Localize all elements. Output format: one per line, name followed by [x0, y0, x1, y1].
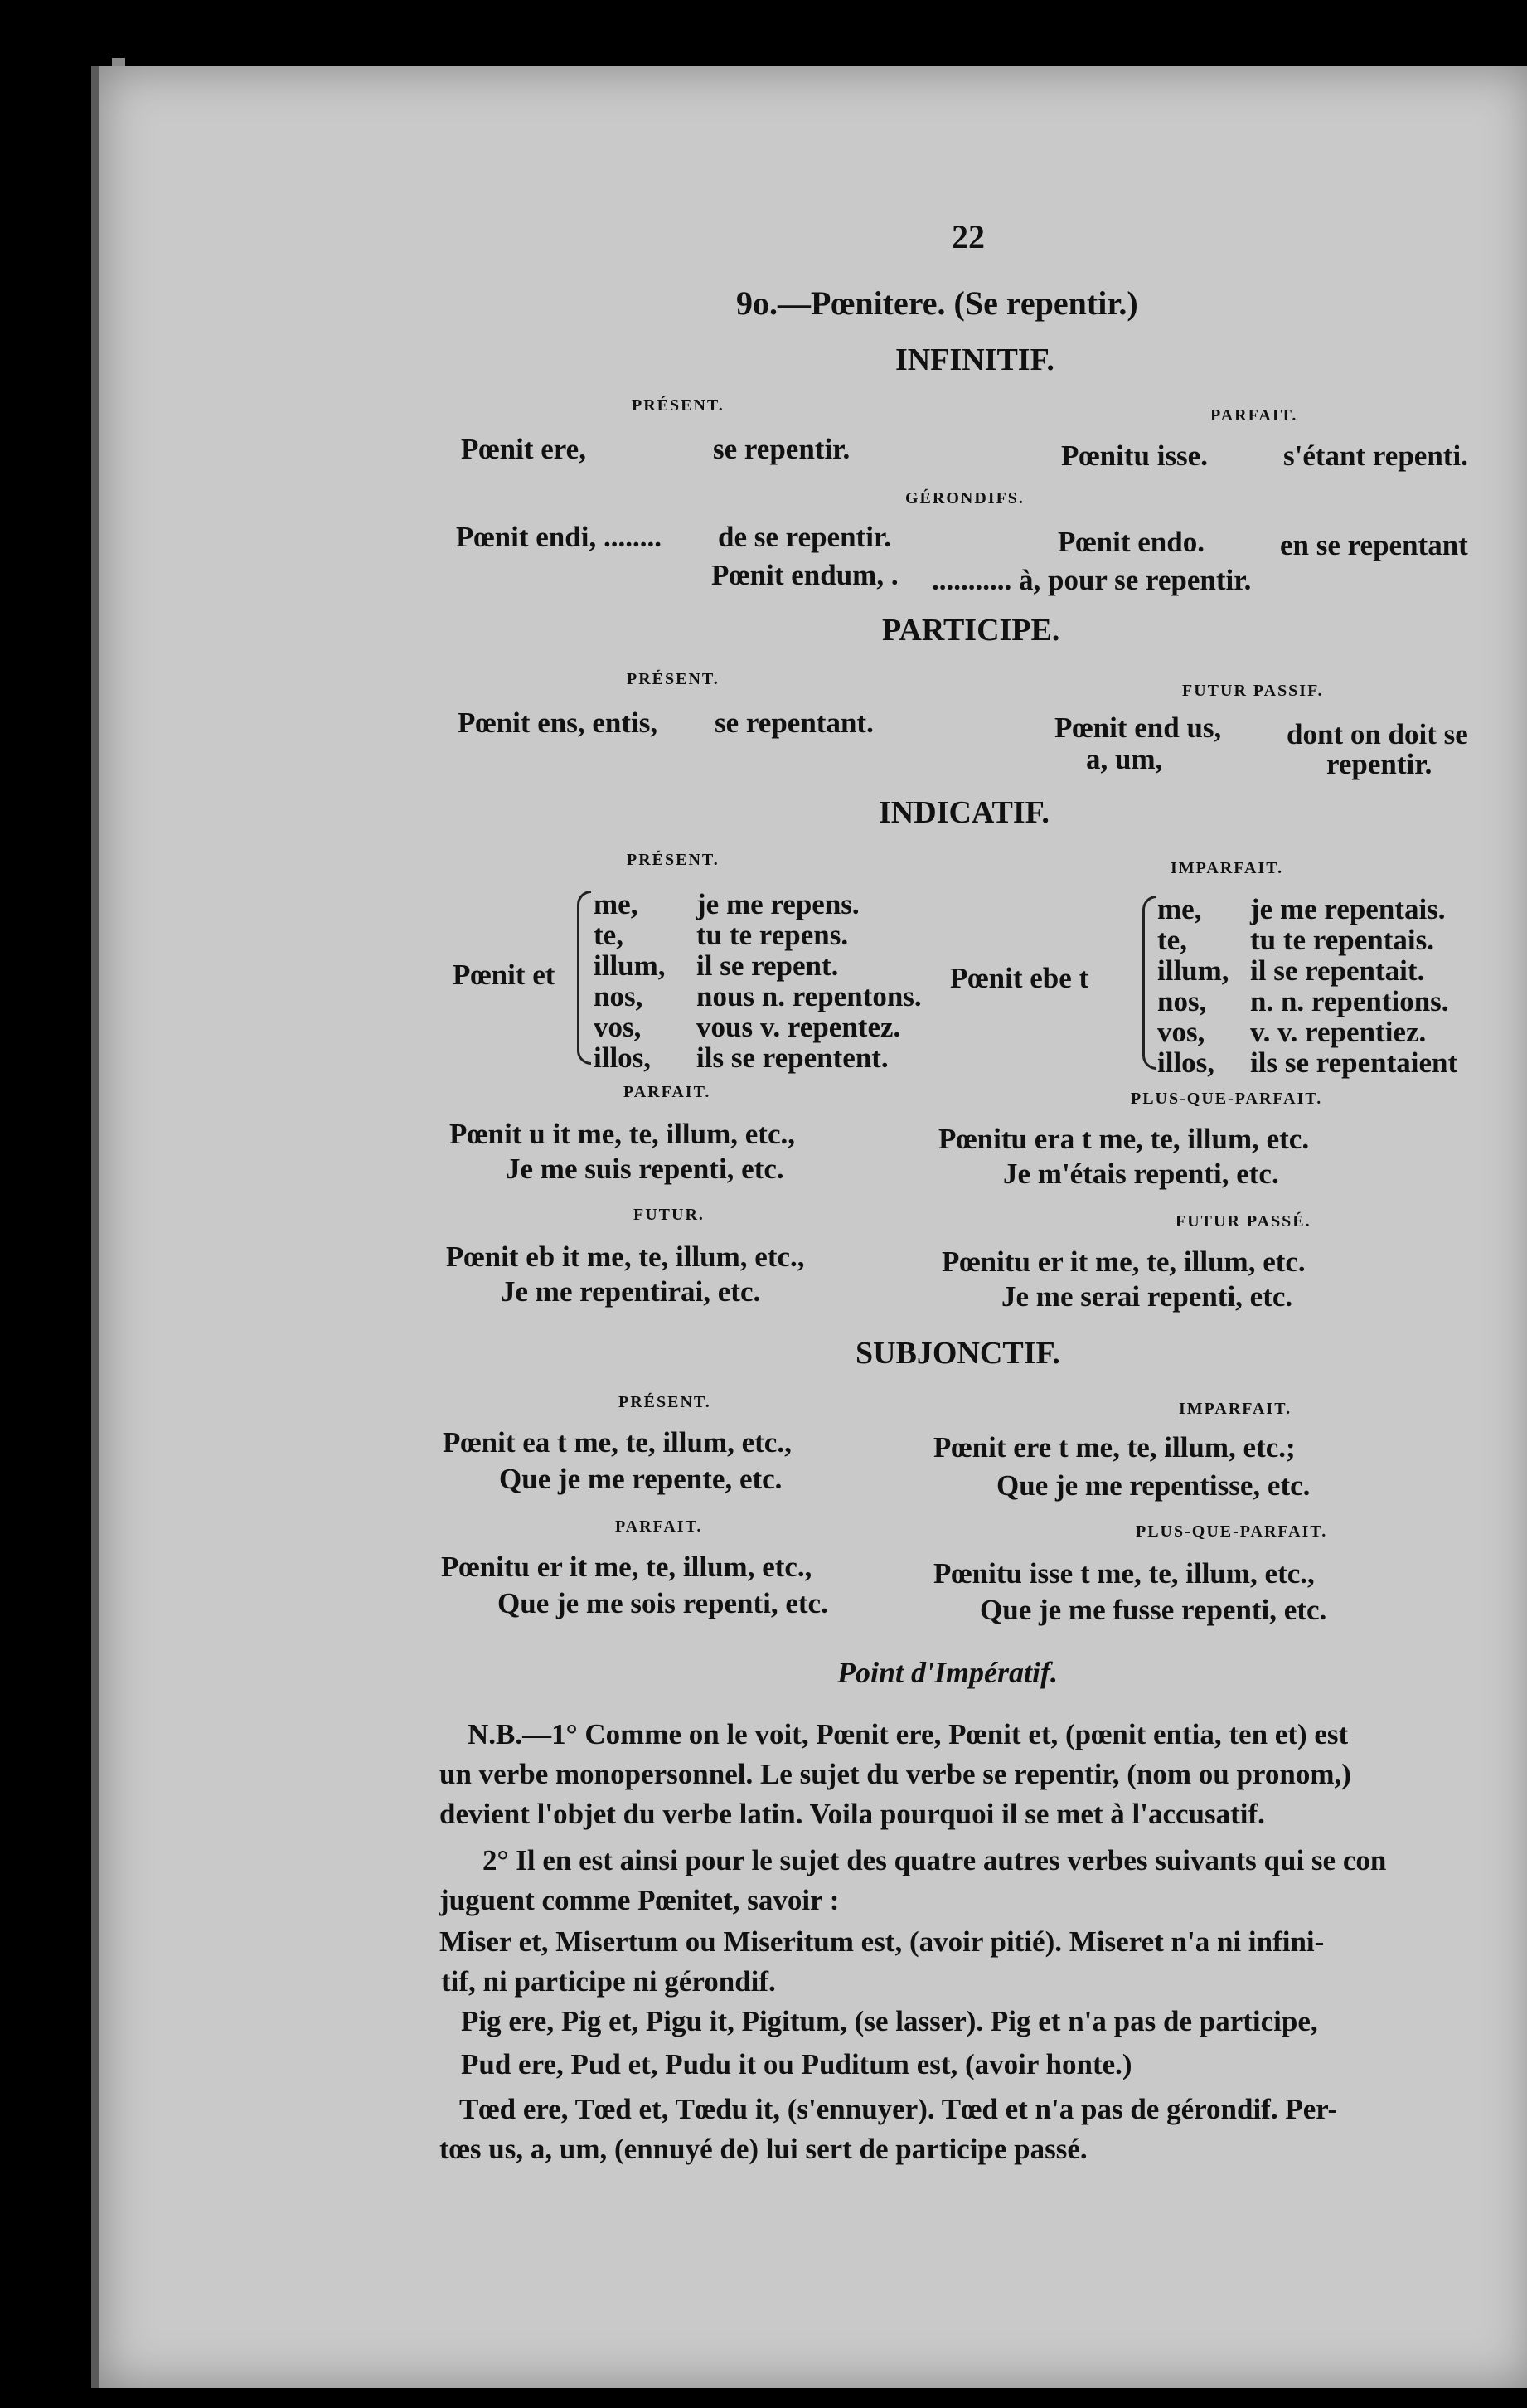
note-pudet [461, 2045, 1132, 2085]
note-line: Pud ere, Pud et, Pudu it ou Puditum est, (avoir honte.) [461, 2048, 1132, 2080]
pronoun: illum, [594, 949, 666, 982]
indicatif-imparfait-stem: Pœnit ebe t [950, 962, 1089, 994]
gerondifs-label: GÉRONDIFS. [905, 489, 1025, 507]
participe-futur-latin-1: Pœnit end us, [1054, 711, 1222, 744]
conjugation-fr: tu te repens. [696, 919, 849, 951]
note-line: 2° Il en est ainsi pour le sujet des quatre autres verbes suivants qui se con [482, 1844, 1387, 1876]
participe-futur-fr-2: repentir. [1326, 748, 1432, 780]
indicatif-imparfait-brace [1142, 896, 1156, 1070]
indicatif-futur-label: FUTUR. [633, 1206, 705, 1224]
subjonctif-pqp-fr: Que je me fusse repenti, etc. [980, 1594, 1327, 1626]
subjonctif-present-fr: Que je me repente, etc. [499, 1463, 783, 1495]
indicatif-present-brace [577, 891, 591, 1065]
indicatif-imparfait-label: IMPARFAIT. [1171, 859, 1284, 877]
gerondif-3-latin: Pœnit endum, . [711, 559, 899, 591]
subjonctif-heading: SUBJONCTIF. [856, 1336, 1060, 1371]
pronoun: vos, [1157, 1016, 1205, 1048]
note-line: tif, ni participe ni gérondif. [441, 1965, 776, 1998]
note-2 [439, 1841, 1386, 1920]
subjonctif-imparfait-label: IMPARFAIT. [1179, 1400, 1292, 1418]
subjonctif-imparfait-fr: Que je me repentisse, etc. [996, 1469, 1311, 1502]
indicatif-futur-latin: Pœnit eb it me, te, illum, etc., [446, 1240, 805, 1273]
participe-futur-label: FUTUR PASSIF. [1182, 682, 1324, 700]
indicatif-present-label: PRÉSENT. [627, 851, 720, 869]
note-taedet [439, 2090, 1338, 2169]
subjonctif-imparfait-latin: Pœnit ere t me, te, illum, etc.; [933, 1431, 1296, 1464]
infinitif-parfait-label: PARFAIT. [1210, 406, 1298, 425]
indicatif-parfait-fr: Je me suis repenti, etc. [506, 1153, 784, 1185]
participe-futur-fr-1: dont on doit se [1287, 718, 1468, 750]
note-line: Tœd ere, Tœd et, Tœdu it, (s'ennuyer). Tœd et n'a pas de gérondif. Per- [459, 2093, 1338, 2125]
conjugation-fr: n. n. repentions. [1250, 985, 1449, 1017]
note-line: Miser et, Misertum ou Miseritum est, (avoir pitié). Miseret n'a ni infini- [439, 1925, 1325, 1958]
subjonctif-pqp-latin: Pœnitu isse t me, te, illum, etc., [933, 1557, 1315, 1590]
indicatif-futur-passe-label: FUTUR PASSÉ. [1176, 1212, 1311, 1231]
participe-futur-latin-2: a, um, [1086, 743, 1163, 775]
note-line: Pig ere, Pig et, Pigu it, Pigitum, (se lasser). Pig et n'a pas de participe, [461, 2005, 1318, 2037]
pronoun: illos, [594, 1041, 652, 1074]
pronoun: me, [594, 888, 638, 920]
pronoun: me, [1157, 893, 1202, 925]
gerondif-3-fr: ........... à, pour se repentir. [932, 564, 1252, 596]
indicatif-imparfait-fr [1250, 894, 1457, 1078]
conjugation-fr: je me repens. [696, 888, 860, 920]
indicatif-parfait-latin: Pœnit u it me, te, illum, etc., [449, 1118, 795, 1150]
pronoun: nos, [1157, 985, 1207, 1017]
participe-heading: PARTICIPE. [882, 613, 1060, 648]
subjonctif-parfait-label: PARFAIT. [615, 1517, 703, 1536]
indicatif-present-pronouns [594, 889, 666, 1073]
subjonctif-pqp-label: PLUS-QUE-PARFAIT. [1136, 1522, 1328, 1541]
conjugation-fr: je me repentais. [1250, 893, 1446, 925]
pronoun: te, [1157, 924, 1187, 956]
imperatif-note: Point d'Impératif. [837, 1656, 1059, 1689]
pronoun: nos, [594, 980, 643, 1012]
indicatif-futur-passe-latin: Pœnitu er it me, te, illum, etc. [942, 1245, 1306, 1278]
conjugation-fr: ils se repentent. [696, 1041, 889, 1074]
pronoun: vos, [594, 1011, 642, 1043]
subjonctif-parfait-fr: Que je me sois repenti, etc. [497, 1587, 828, 1619]
infinitif-present-fr: se repentir. [713, 433, 851, 465]
conjugation-fr: il se repent. [696, 949, 839, 982]
indicatif-present-fr [696, 889, 922, 1073]
note-line: un verbe monopersonnel. Le sujet du verbe se repentir, (nom ou pronom,) [439, 1758, 1351, 1790]
participe-present-latin: Pœnit ens, entis, [458, 706, 658, 739]
gerondif-1-latin: Pœnit endi, ........ [456, 521, 662, 553]
participe-present-fr: se repentant. [715, 706, 874, 739]
indicatif-pqp-latin: Pœnitu era t me, te, illum, etc. [938, 1123, 1310, 1155]
subjonctif-present-latin: Pœnit ea t me, te, illum, etc., [443, 1426, 792, 1459]
page-number: 22 [952, 218, 985, 255]
infinitif-heading: INFINITIF. [895, 342, 1054, 377]
gerondif-1-fr: de se repentir. [718, 521, 892, 553]
note-piget [461, 2002, 1318, 2041]
indicatif-futur-fr: Je me repentirai, etc. [501, 1275, 761, 1308]
conjugation-fr: v. v. repentiez. [1250, 1016, 1427, 1048]
indicatif-present-stem: Pœnit et [453, 959, 555, 991]
conjugation-fr: ils se repentaient [1250, 1046, 1458, 1079]
note-miseret [439, 1922, 1324, 2002]
conjugation-fr: vous v. repentez. [696, 1011, 901, 1043]
subjonctif-present-label: PRÉSENT. [618, 1393, 711, 1411]
indicatif-heading: INDICATIF. [879, 795, 1050, 830]
conjugation-fr: nous n. repentons. [696, 980, 922, 1012]
note-1 [439, 1715, 1351, 1834]
infinitif-present-label: PRÉSENT. [632, 396, 725, 415]
conjugation-fr: tu te repentais. [1250, 924, 1434, 956]
pronoun: illos, [1157, 1046, 1215, 1079]
indicatif-parfait-label: PARFAIT. [623, 1083, 711, 1101]
note-line: tœs us, a, um, (ennuyé de) lui sert de participe passé. [439, 2133, 1088, 2165]
note-line: juguent comme Pœnitet, savoir : [439, 1884, 840, 1916]
note-line: devient l'objet du verbe latin. Voila pourquoi il se met à l'accusatif. [439, 1798, 1265, 1830]
indicatif-pqp-fr: Je m'étais repenti, etc. [1003, 1158, 1279, 1190]
pronoun: te, [594, 919, 623, 951]
indicatif-futur-passe-fr: Je me serai repenti, etc. [1001, 1280, 1293, 1313]
conjugation-fr: il se repentait. [1250, 954, 1425, 987]
gerondif-2-latin: Pœnit endo. [1058, 526, 1205, 558]
pronoun: illum, [1157, 954, 1229, 987]
indicatif-pqp-label: PLUS-QUE-PARFAIT. [1131, 1090, 1323, 1108]
infinitif-parfait-latin: Pœnitu isse. [1061, 439, 1208, 472]
indicatif-imparfait-pronouns [1157, 894, 1229, 1078]
page-title: 9o.—Pœnitere. (Se repentir.) [736, 284, 1138, 322]
gerondif-2-fr: en se repentant [1280, 529, 1468, 561]
subjonctif-parfait-latin: Pœnitu er it me, te, illum, etc., [441, 1551, 812, 1583]
note-line: N.B.—1° Comme on le voit, Pœnit ere, Pœnit et, (pœnit entia, ten et) est [468, 1718, 1349, 1750]
infinitif-parfait-fr: s'étant repenti. [1283, 439, 1468, 472]
participe-present-label: PRÉSENT. [627, 670, 720, 688]
infinitif-present-latin: Pœnit ere, [461, 433, 586, 465]
